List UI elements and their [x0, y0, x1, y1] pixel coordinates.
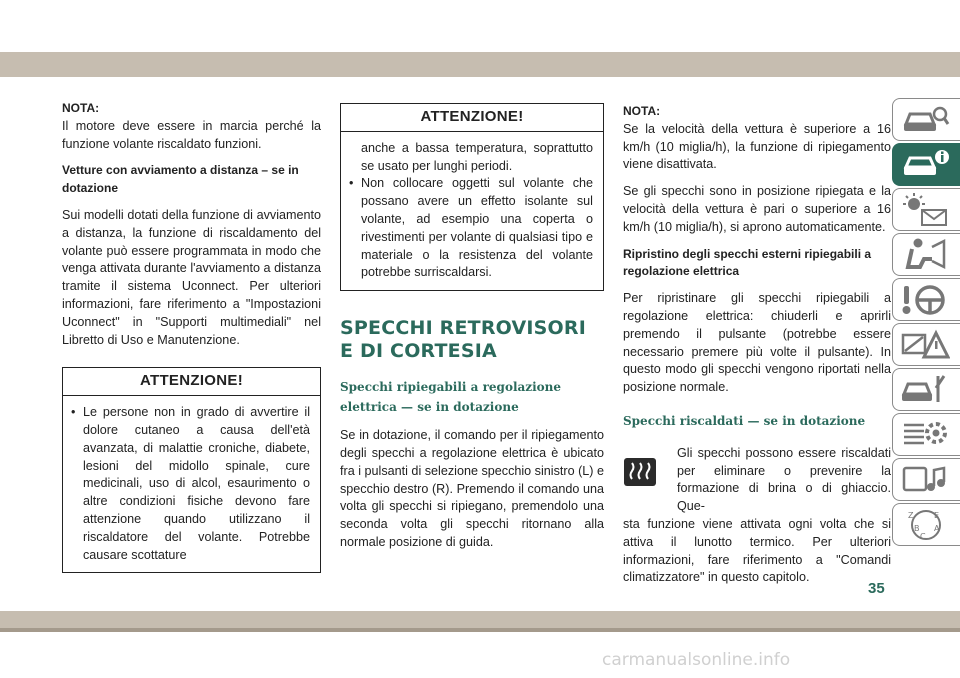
side-tab-warning-lights[interactable] [892, 188, 960, 231]
top-band [0, 52, 960, 77]
page-number: 35 [868, 580, 885, 597]
side-tab-index[interactable] [892, 503, 960, 546]
side-tab-car-info[interactable] [892, 143, 960, 186]
specs-gear-icon [900, 417, 950, 452]
nota-text: Il motore deve essere in marcia perché la funzione volante riscaldato funzioni. [62, 118, 321, 151]
car-service-icon [900, 372, 950, 407]
side-tab-airbag-seat[interactable] [892, 233, 960, 276]
warning-bullet-text: Non collocare oggetti sul volante che possano avere un effetto isolante sul volante, ad esempio una coperta o rivestimenti per volante di qualsiasi tipo e materiale o la resistenza del volante potrebbe surriscaldarsi. [361, 176, 593, 280]
column-right [623, 103, 891, 587]
heated-mirrors-text-a: Gli specchi possono essere riscaldati per eliminare o prevenire la formazione di brina o di ghiaccio. Que- [677, 445, 891, 514]
side-tab-car-search[interactable] [892, 98, 960, 141]
reset-mirrors-paragraph: Per ripristinare gli specchi ripiegabili a regolazione elettrica: chiuderli e aprirli premendo il pulsante (potrebbe essere necessario premere più volte il pulsante). In questo modo gli specchi vengono riportati nella posizione normale. [623, 291, 891, 395]
column-middle [340, 103, 604, 552]
folding-mirrors-subheading: Specchi ripiegabili a regolazione elettrica — se in dotazione [340, 380, 562, 415]
svg-text:B: B [914, 524, 920, 533]
section-heading: SPECCHI RETROVISORI E DI CORTESIA [340, 317, 587, 363]
side-tab-multimedia[interactable] [892, 458, 960, 501]
side-tab-steering-wheel[interactable] [892, 278, 960, 321]
nota-label: NOTA: [623, 104, 661, 118]
bottom-band [0, 611, 960, 628]
remote-start-subheading: Vetture con avviamento a distanza – se in dotazione [62, 163, 299, 196]
nota-text-speed: Se la velocità della vettura è superiore a 16 km/h (10 miglia/h), la funzione di ripiegamento viene disattivata. [623, 121, 891, 172]
svg-text:C: C [920, 532, 926, 541]
remote-start-paragraph: Sui modelli dotati della funzione di avviamento a distanza, la funzione di riscaldamento del volante può essere programmata in modo che venga attivata durante l'avviamento a distanza tramite il sistema Uconnect. Per ulteriori informazioni, fare riferimento a "Impostazioni Uconnect" in "Supporti multimediali" nel Libretto di Uso e Manutenzione. [62, 207, 321, 347]
nota-text-auto-open: Se gli specchi sono in posizione ripiegata e la velocità della vettura è pari o superiore a 16 km/h (10 miglia/h), si aprono automaticamente. [623, 184, 891, 234]
side-tab-roadside-warning[interactable] [892, 323, 960, 366]
warning-bullet: • Le persone non in grado di avvertire il dolore cutaneo a causa dell'età avanzata, di malattie croniche, diabete, lesioni del midollo spinale, cure medicinali, uso di alcol, esaurimento o altre condizioni fisiche devono fare attenzione quando utilizzano il riscaldatore del volante. Potrebbe causare scottature [71, 404, 310, 564]
heated-mirrors-text-b: sta funzione viene attivata ogni volta che si attiva il lunotto termico. Per ulteriori informazioni, fare riferimento a "Comandi climatizzatore" in questo capitolo. [623, 516, 891, 585]
warning-continued-text: anche a bassa temperatura, soprattutto se usato per lunghi periodi. [361, 140, 593, 173]
warning-title: ATTENZIONE! [63, 368, 320, 396]
warning-bullet: • Non collocare oggetti sul volante che possano avere un effetto isolante sul volante, ad esempio una coperta o rivestimenti per volante di qualsiasi tipo e materiale o la resistenza del volante potrebbe surriscaldarsi. [349, 175, 593, 282]
steering-wheel-icon [900, 282, 950, 317]
warning-title: ATTENZIONE! [341, 104, 603, 132]
column-left [62, 100, 321, 573]
svg-text:Z: Z [908, 511, 914, 520]
airbag-seat-icon [900, 237, 950, 272]
bottom-band-line [0, 628, 960, 632]
warning-lights-icon [900, 192, 950, 227]
car-search-icon [900, 102, 950, 137]
warning-box [62, 367, 321, 573]
svg-text:A: A [934, 524, 940, 533]
heated-mirrors-subheading: Specchi riscaldati — se in dotazione [623, 413, 866, 428]
heated-mirrors-block [623, 445, 891, 587]
watermark: carmanualsonline.info [602, 650, 791, 670]
warning-text: Le persone non in grado di avvertire il dolore cutaneo a causa dell'età avanzata, di malattie croniche, diabete, lesioni del midollo spinale, cure medicinali, uso di alcol, esaurimento o altre condizioni fisiche devono fare attenzione quando utilizzano il riscaldatore del volante. Potrebbe causare scottature [83, 405, 310, 562]
reset-mirrors-subheading: Ripristino degli specchi esterni ripiegabili a regolazione elettrica [623, 246, 872, 279]
rear-defrost-icon [623, 457, 657, 487]
roadside-warning-icon [900, 327, 950, 362]
svg-text:E: E [934, 511, 940, 520]
side-tab-car-service[interactable] [892, 368, 960, 411]
warning-box-continued [340, 103, 604, 291]
multimedia-icon [900, 462, 950, 497]
index-icon [900, 507, 950, 542]
car-info-icon [900, 147, 950, 182]
nota-label: NOTA: [62, 101, 100, 115]
side-tab-specs-gear[interactable] [892, 413, 960, 456]
folding-mirrors-paragraph: Se in dotazione, il comando per il ripiegamento degli specchi a regolazione elettrica è ubicato fra i pulsanti di selezione specchio sinistro (L) e specchio destro (R). Premendo il comando una volta gli specchi si ripiegano, premendolo una seconda volta gli specchi ritornano alla normale posizione di guida. [340, 428, 604, 549]
